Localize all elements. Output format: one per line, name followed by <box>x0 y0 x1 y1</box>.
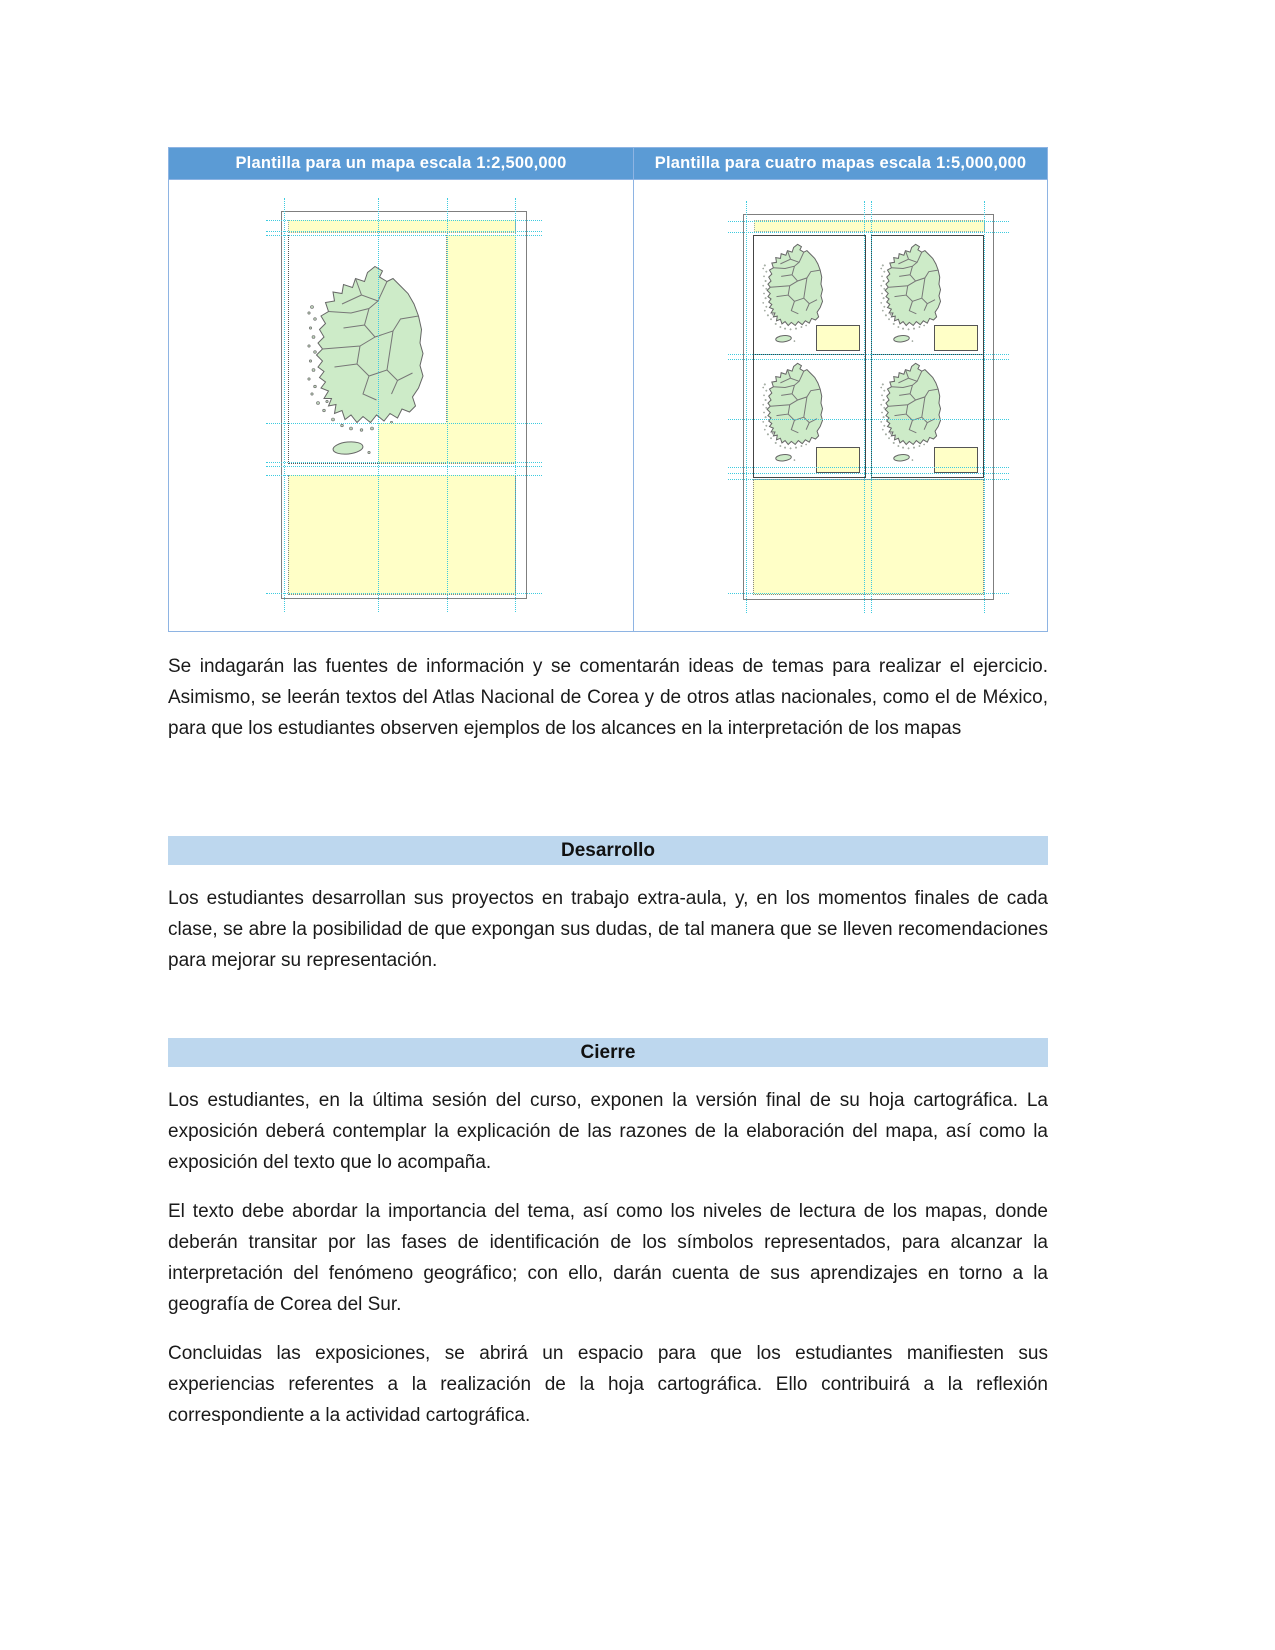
guide-line <box>728 593 1009 594</box>
guide-line <box>728 221 1009 222</box>
page-content <box>168 147 1048 1449</box>
guide-line <box>266 593 542 594</box>
legend-column-box <box>446 235 516 464</box>
legend-box <box>816 325 860 351</box>
guide-line <box>984 201 985 613</box>
guide-line <box>871 201 872 613</box>
guide-line <box>728 359 1009 360</box>
section-header-cierre: Cierre <box>168 1038 1048 1067</box>
section-header-desarrollo: Desarrollo <box>168 836 1048 865</box>
paragraph-cierre-2: El texto debe abordar la importancia del tema, así como los niveles de lectura de los mapas, donde deberán transitar por las fases de identificación de los símbolos representados, para alcanzar la interpretación del fenómeno geográfico; con ello, darán cuenta de sus aprendizajes en torno a la geografía de Corea del Sur. <box>168 1201 1048 1315</box>
legend-box <box>816 447 860 473</box>
guide-line <box>266 462 542 463</box>
table-header-single-map: Plantilla para un mapa escala 1:2,500,000 <box>169 148 633 180</box>
map-frame-4 <box>871 354 984 478</box>
guide-line <box>728 473 1009 474</box>
guide-line <box>728 419 1009 420</box>
paragraph-desarrollo: Los estudiantes desarrollan sus proyectos en trabajo extra-aula, y, en los momentos finales de cada clase, se abre la posibilidad de que expongan sus dudas, de tal manera que se lleven recomendaciones para mejorar su representación. <box>168 888 1048 971</box>
table-column-four-maps <box>634 148 1047 631</box>
map-frame-3 <box>753 354 866 478</box>
template-single-map-canvas <box>169 180 633 631</box>
guide-line <box>728 467 1009 468</box>
legend-box <box>934 447 978 473</box>
paragraph-intro: Se indagarán las fuentes de información y se comentarán ideas de temas para realizar el ejercicio. Asimismo, se leerán textos del Atlas Nacional de Corea y de otros atlas nacionales, como el de México, para que los estudiantes observen ejemplos de los alcances en la interpretación de los mapas <box>168 656 1048 739</box>
map-frame-2 <box>871 235 984 356</box>
guide-line <box>728 232 1009 233</box>
guide-line <box>266 231 542 232</box>
templates-table <box>168 147 1048 632</box>
paragraph-cierre-3: Concluidas las exposiciones, se abrirá un espacio para que los estudiantes manifiesten sus experiencias referentes a la realización de la hoja cartográfica. Ello contribuirá a la reflexión correspondiente a la actividad cartográfica. <box>168 1343 1048 1426</box>
table-header-four-maps: Plantilla para cuatro mapas escala 1:5,000,000 <box>634 148 1047 180</box>
template-four-maps-page <box>743 214 994 600</box>
guide-line <box>266 235 542 236</box>
template-single-map-page <box>281 211 527 599</box>
guide-line <box>378 198 379 612</box>
paragraph-cierre-1: Los estudiantes, en la última sesión del curso, exponen la versión final de su hoja cartográfica. La exposición deberá contemplar la explicación de las razones de la elaboración del mapa, así como la exposición del texto que lo acompaña. <box>168 1090 1048 1173</box>
guide-line <box>728 479 1009 480</box>
text-area-box <box>753 479 984 595</box>
guide-line <box>864 201 865 613</box>
guide-line <box>266 475 542 476</box>
guide-line <box>515 198 516 612</box>
guide-line <box>266 220 542 221</box>
text-area-box <box>288 475 516 595</box>
template-four-maps-canvas <box>634 180 1047 631</box>
guide-line <box>284 198 285 612</box>
guide-line <box>746 201 747 613</box>
map-frame-1 <box>753 235 866 356</box>
legend-box <box>934 325 978 351</box>
guide-line <box>266 466 542 467</box>
guide-line <box>266 423 542 424</box>
guide-line <box>447 198 448 612</box>
inset-box <box>378 423 448 464</box>
guide-line <box>728 354 1009 355</box>
table-column-single-map <box>169 148 634 631</box>
